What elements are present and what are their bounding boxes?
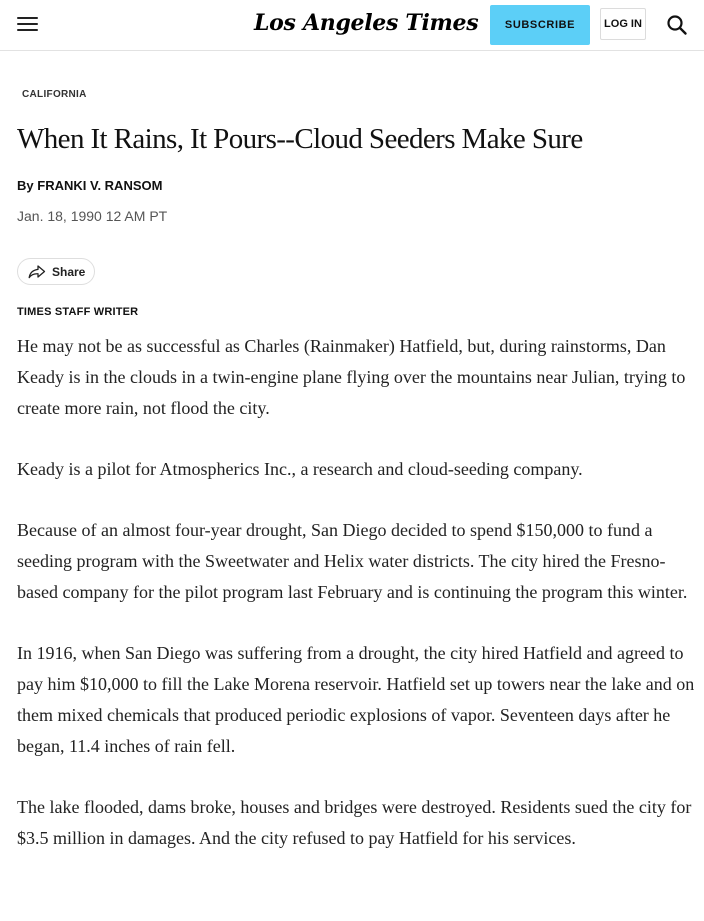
site-logo[interactable]: Los Angeles Times (254, 10, 479, 36)
byline-prefix: By (17, 178, 34, 193)
search-icon[interactable] (666, 14, 688, 36)
login-button[interactable]: LOG IN (600, 8, 646, 40)
paragraph: Keady is a pilot for Atmospherics Inc., a research and cloud-seeding company. (17, 459, 583, 479)
share-arrow-icon (28, 265, 46, 279)
share-label: Share (52, 264, 86, 279)
publish-date: Jan. 18, 1990 12 AM PT (17, 208, 168, 224)
kicker: TIMES STAFF WRITER (17, 306, 139, 318)
paragraph: Because of an almost four-year drought, San Diego decided to spend $150,000 to fund a seeding program with the Sweetwater and Helix water districts. The city hired the Fresno-based company for the pilot program last February and is continuing the program this winter. (17, 520, 688, 602)
author-name[interactable]: FRANKI V. RANSOM (37, 178, 163, 193)
paragraph: In 1916, when San Diego was suffering from a drought, the city hired Hatfield and agreed to pay him $10,000 to fill the Lake Morena reservoir. Hatfield set up towers near the lake and on them mixed chemicals that produced periodic explosions of vapor. Seventeen days after he began, 11.4 inches of rain fell. (17, 643, 695, 756)
article-body (17, 331, 695, 884)
paragraph: The lake flooded, dams broke, houses and bridges were destroyed. Residents sued the city for $3.5 million in damages. And the city refused to pay Hatfield for his services. (17, 797, 692, 848)
article-headline: When It Rains, It Pours--Cloud Seeders Make Sure (17, 123, 583, 155)
site-header (0, 0, 704, 51)
hamburger-menu-icon[interactable] (17, 14, 39, 34)
byline (17, 178, 162, 193)
share-button[interactable] (17, 258, 95, 285)
section-label[interactable]: CALIFORNIA (22, 89, 87, 100)
paragraph: He may not be as successful as Charles (Rainmaker) Hatfield, but, during rainstorms, Dan Keady is in the clouds in a twin-engine plane flying over the mountains near Julian, trying to create more rain, not flood the city. (17, 336, 686, 418)
subscribe-button[interactable]: SUBSCRIBE (490, 5, 590, 45)
